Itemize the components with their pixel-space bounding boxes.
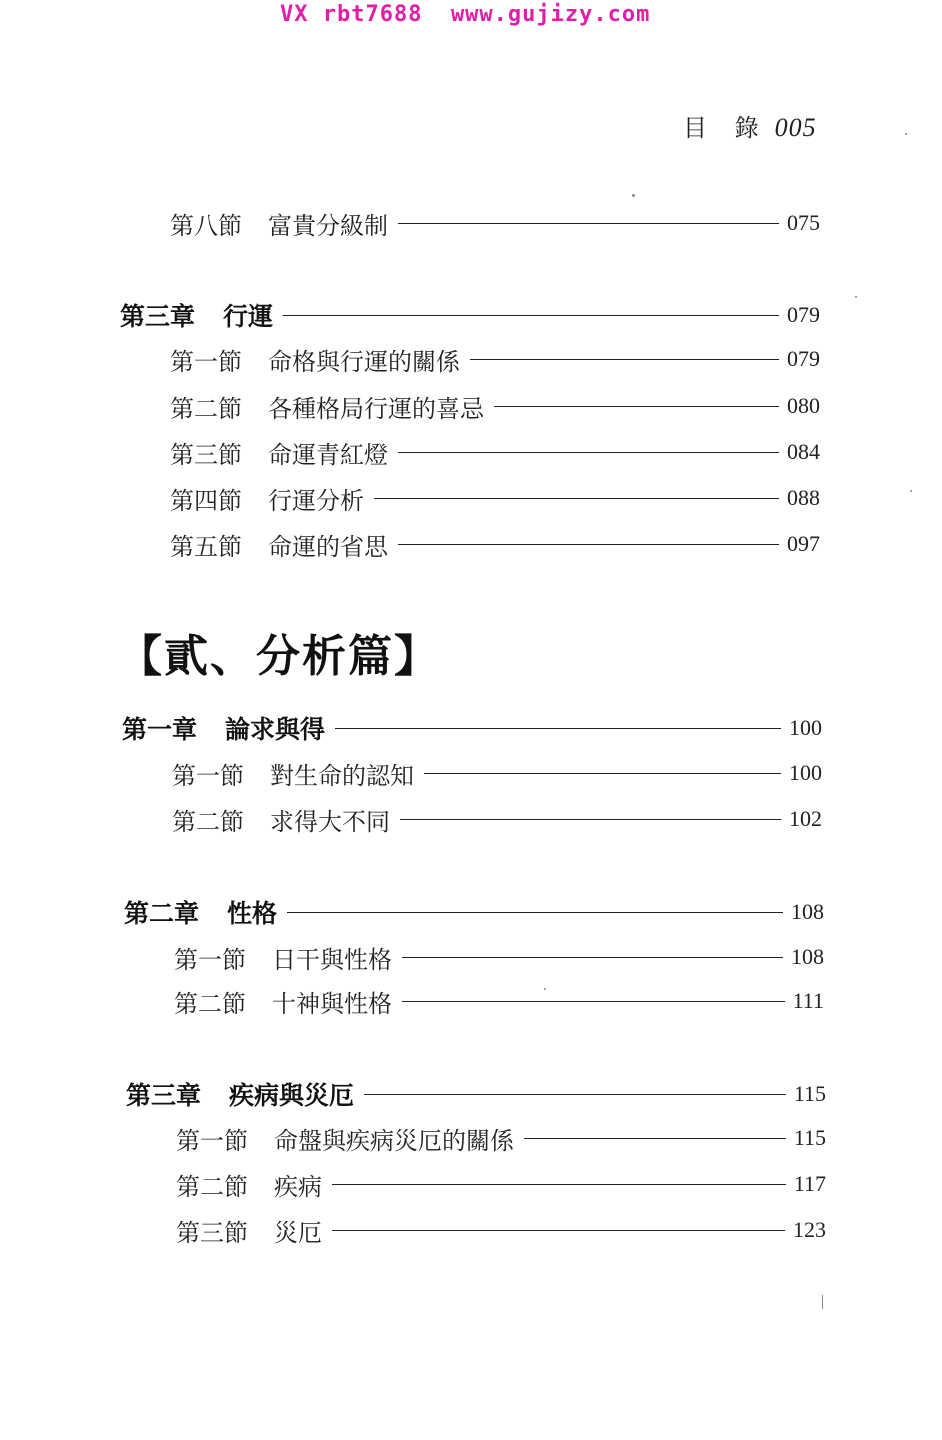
- toc-entry: [170, 435, 820, 469]
- scan-speck: [544, 988, 546, 990]
- toc-chapter: [120, 298, 820, 332]
- toc-leader-line: [494, 406, 779, 407]
- toc-leader-line: [335, 728, 781, 729]
- header-title: 目 錄: [683, 114, 769, 142]
- toc-entry-label: 第八節: [170, 211, 242, 240]
- scan-speck: [855, 296, 857, 298]
- toc-chapter-label: 第三章: [126, 1081, 202, 1110]
- toc-entry-page: 123: [793, 1217, 826, 1242]
- toc-leader-line: [374, 498, 779, 499]
- toc-entry: [170, 389, 820, 423]
- toc-entry: [170, 342, 820, 376]
- toc-entry-label: 第二節: [174, 989, 246, 1018]
- toc-entry-label: 第三節: [170, 440, 242, 469]
- header-page-number: 005: [774, 113, 817, 142]
- toc-chapter-title: 疾病與災厄: [229, 1081, 355, 1110]
- toc-entry-page: 097: [787, 531, 820, 556]
- toc-leader-line: [332, 1230, 785, 1231]
- toc-entry-title: 行運分析: [268, 486, 364, 515]
- toc-entry-page: 115: [793, 1125, 826, 1150]
- toc-chapter-title: 性格: [227, 899, 278, 928]
- toc-chapter-label: 第二章: [124, 899, 200, 928]
- running-header: [683, 108, 817, 143]
- toc-entry-title: 災厄: [274, 1218, 322, 1247]
- toc-entry-title: 日干與性格: [272, 945, 392, 974]
- toc-chapter-page: 100: [789, 715, 822, 740]
- toc-entry-title: 命運青紅燈: [268, 440, 388, 469]
- toc-leader-line: [332, 1184, 786, 1185]
- toc-entry-title: 求得大不同: [270, 807, 390, 836]
- toc-leader-line: [283, 315, 779, 316]
- toc-entry: [170, 206, 820, 240]
- toc-entry-title: 十神與性格: [272, 989, 392, 1018]
- toc-entry-title: 疾病: [274, 1172, 322, 1201]
- toc-entry-title: 命運的省思: [268, 532, 388, 561]
- toc-entry-title: 命格與行運的關係: [268, 347, 460, 376]
- toc-chapter-title: 論求與得: [225, 715, 326, 744]
- toc-entry-page: 084: [787, 439, 820, 464]
- toc-chapter-page: 115: [793, 1081, 826, 1106]
- toc-leader-line: [402, 1001, 785, 1002]
- toc-chapter: [124, 895, 824, 929]
- toc-entry-title: 命盤與疾病災厄的關係: [274, 1126, 514, 1155]
- toc-leader-line: [398, 452, 779, 453]
- toc-entry-label: 第二節: [170, 394, 242, 423]
- toc-chapter-label: 第三章: [120, 302, 196, 331]
- toc-entry: [172, 802, 822, 836]
- toc-entry-page: 079: [787, 346, 820, 371]
- toc-entry: [176, 1167, 826, 1201]
- toc-leader-line: [400, 819, 781, 820]
- toc-leader-line: [424, 773, 781, 774]
- toc-entry: [176, 1121, 826, 1155]
- scan-speck: [632, 194, 635, 197]
- toc-entry-title: 各種格局行運的喜忌: [268, 394, 484, 423]
- watermark-text: VX rbt7688 www.gujizy.com: [280, 2, 651, 27]
- toc-chapter: [122, 711, 822, 745]
- toc-entry: [176, 1213, 826, 1247]
- toc-leader-line: [470, 359, 779, 360]
- toc-entry: [172, 756, 822, 790]
- toc-entry-label: 第二節: [172, 807, 244, 836]
- toc-chapter-page: 108: [791, 899, 824, 924]
- toc-entry-label: 第一節: [170, 347, 242, 376]
- toc-entry: [174, 984, 824, 1018]
- toc-leader-line: [364, 1094, 786, 1095]
- toc-chapter-title: 行運: [223, 302, 274, 331]
- toc-leader-line: [524, 1138, 786, 1139]
- toc-chapter-label: 第一章: [122, 715, 198, 744]
- toc-entry: [174, 940, 824, 974]
- scan-speck: [905, 133, 907, 135]
- toc-leader-line: [398, 223, 779, 224]
- toc-leader-line: [398, 544, 779, 545]
- toc-entry: [170, 481, 820, 515]
- toc-entry-label: 第一節: [174, 945, 246, 974]
- toc-chapter: [126, 1077, 826, 1111]
- toc-entry-page: 075: [787, 210, 820, 235]
- toc-entry-page: 088: [787, 485, 820, 510]
- toc-entry-page: 111: [792, 988, 824, 1013]
- toc-entry-title: 對生命的認知: [270, 761, 414, 790]
- toc-entry-label: 第一節: [172, 761, 244, 790]
- toc-entry-page: 117: [793, 1171, 826, 1196]
- scan-speck: [822, 1295, 823, 1309]
- toc-entry-label: 第五節: [170, 532, 242, 561]
- toc-entry-title: 富貴分級制: [268, 211, 388, 240]
- toc-leader-line: [402, 957, 783, 958]
- toc-entry-label: 第四節: [170, 486, 242, 515]
- toc-entry-label: 第一節: [176, 1126, 248, 1155]
- part-title: 【貳、分析篇】: [118, 631, 440, 682]
- toc-entry-page: 102: [789, 806, 822, 831]
- scan-speck: [910, 490, 912, 492]
- toc-leader-line: [287, 912, 783, 913]
- toc-chapter-page: 079: [787, 302, 820, 327]
- toc-entry: [170, 527, 820, 561]
- toc-entry-page: 108: [791, 944, 824, 969]
- toc-entry-page: 080: [787, 393, 820, 418]
- toc-entry-page: 100: [789, 760, 822, 785]
- toc-entry-label: 第三節: [176, 1218, 248, 1247]
- toc-entry-label: 第二節: [176, 1172, 248, 1201]
